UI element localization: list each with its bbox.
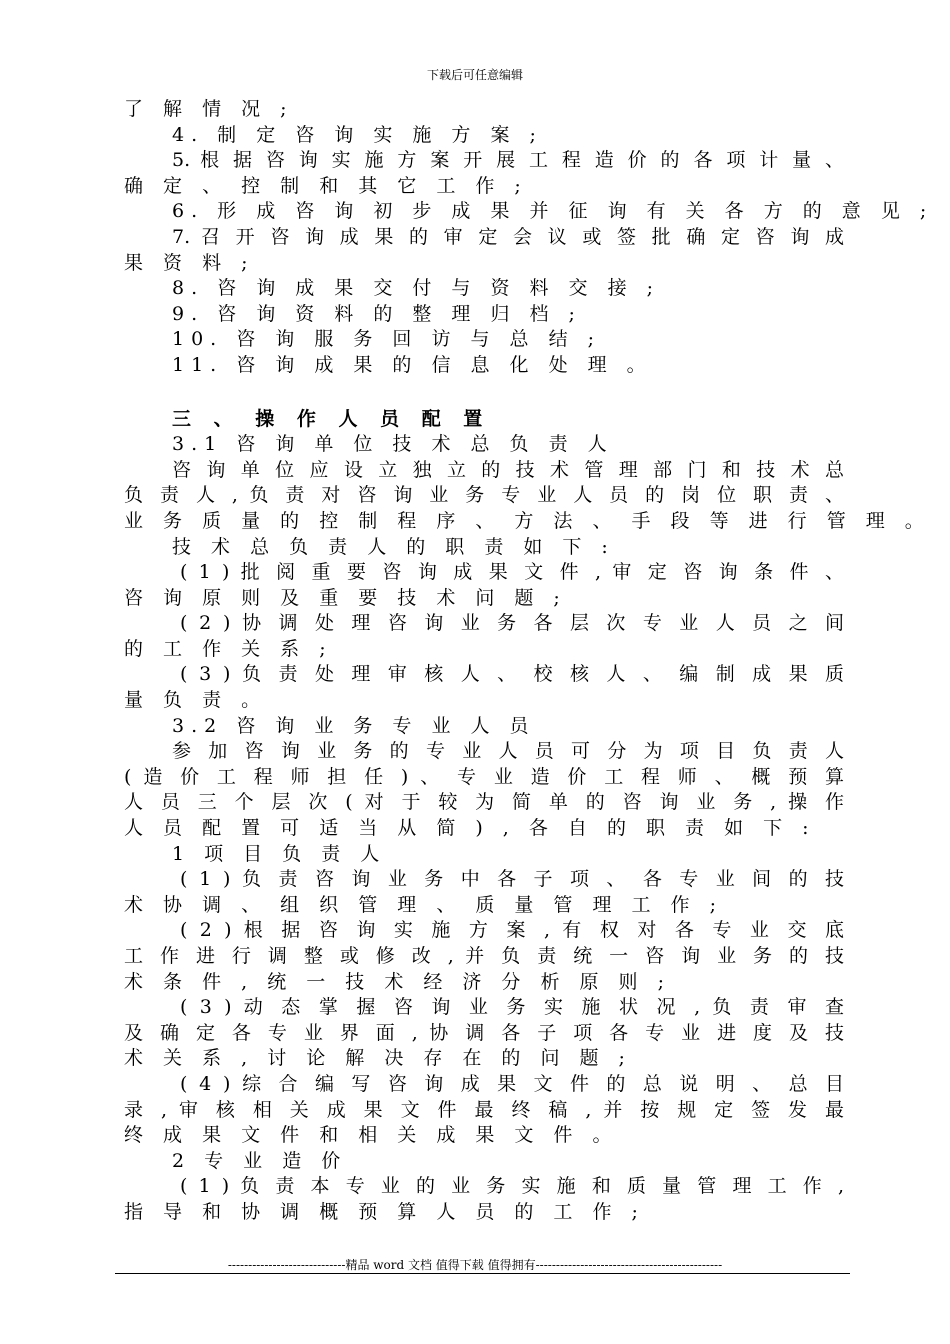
text-line: 10. 咨 询 服 务 回 访 与 总 结 ; xyxy=(172,328,602,351)
text-line: 术 协 调 、 组 织 管 理 、 质 量 管 理 工 作 ; xyxy=(124,893,723,916)
text-line: 了 解 情 况 ; xyxy=(124,98,294,120)
text-line: 咨 询 原 则 及 重 要 技 术 问 题 ; xyxy=(124,586,567,609)
document-body xyxy=(124,97,934,1226)
blank-line xyxy=(124,379,844,407)
text-line: 人 员 配 置 可 适 当 从 简 ) , 各 自 的 职 责 如 下 : xyxy=(124,817,816,840)
text-line: 1 项 目 负 责 人 xyxy=(172,842,387,865)
text-line: ( 1 ) 负 责 咨 询 业 务 中 各 子 项 、 各 专 业 间 的 技 xyxy=(180,868,844,891)
text-line: 及 确 定 各 专 业 界 面 , 协 调 各 子 项 各 专 业 进 度 及 技 xyxy=(124,1021,844,1044)
footer-rule xyxy=(115,1273,850,1274)
page-header: 下载后可任意编辑 xyxy=(426,68,523,82)
text-line: ( 造 价 工 程 师 担 任 ) 、 专 业 造 价 工 程 师 、 概 预 算 xyxy=(124,765,844,788)
text-line: 的 工 作 关 系 ; xyxy=(124,637,333,660)
text-line: ( 4 ) 综 合 编 写 咨 询 成 果 文 件 的 总 说 明 、 总 目 xyxy=(180,1072,844,1095)
text-line: ( 3 ) 负 责 处 理 审 核 人 、 校 核 人 、 编 制 成 果 质 xyxy=(180,663,844,686)
text-line: 参 加 咨 询 业 务 的 专 业 人 员 可 分 为 项 目 负 责 人 xyxy=(172,740,844,763)
text-line: 8. 咨 询 成 果 交 付 与 资 料 交 接 ; xyxy=(172,277,661,300)
text-line: 果 资 料 ; xyxy=(124,251,255,274)
text-line: 3.2 咨 询 业 务 专 业 人 员 xyxy=(172,714,536,737)
text-line: 4. 制 定 咨 询 实 施 方 案 ; xyxy=(172,123,543,146)
text-line: ( 3 ) 动 态 掌 握 咨 询 业 务 实 施 状 况 , 负 责 审 查 xyxy=(180,996,844,1019)
section-heading: 三 、 操 作 人 员 配 置 xyxy=(172,407,491,430)
text-line: 确 定 、 控 制 和 其 它 工 作 ; xyxy=(124,174,528,197)
text-line: 录 , 审 核 相 关 成 果 文 件 最 终 稿 , 并 按 规 定 签 发 最 xyxy=(124,1098,844,1121)
text-line: ( 1 ) 负 责 本 专 业 的 业 务 实 施 和 质 量 管 理 工 作 , xyxy=(180,1175,844,1198)
text-line: 5. 根 据 咨 询 实 施 方 案 开 展 工 程 造 价 的 各 项 计 量 、 xyxy=(172,149,844,172)
text-line: 6. 形 成 咨 询 初 步 成 果 并 征 询 有 关 各 方 的 意 见 ; xyxy=(172,200,934,223)
text-line: ( 2 ) 协 调 处 理 咨 询 业 务 各 层 次 专 业 人 员 之 间 xyxy=(180,612,844,635)
text-line: 量 负 责 。 xyxy=(124,689,268,712)
text-line: 2 专 业 造 价 xyxy=(172,1149,348,1172)
text-line: 11. 咨 询 成 果 的 信 息 化 处 理 。 xyxy=(172,353,653,376)
text-line: 工 作 进 行 调 整 或 修 改 , 并 负 责 统 一 咨 询 业 务 的 技 xyxy=(124,945,844,967)
page-footer: -----------------------------精品 word 文档 值得下载 值得拥有---------------------------------------------- xyxy=(227,1258,723,1272)
text-line: 咨 询 单 位 应 设 立 独 立 的 技 术 管 理 部 门 和 技 术 总 xyxy=(172,458,844,481)
text-line: 3.1 咨 询 单 位 技 术 总 负 责 人 xyxy=(172,433,614,456)
text-line: 7. 召 开 咨 询 成 果 的 审 定 会 议 或 签 批 确 定 咨 询 成 xyxy=(172,225,844,248)
text-line: 指 导 和 协 调 概 预 算 人 员 的 工 作 ; xyxy=(124,1200,645,1223)
text-line: ( 1 ) 批 阅 重 要 咨 询 成 果 文 件 , 审 定 咨 询 条 件 、 xyxy=(180,561,844,584)
text-line: 终 成 果 文 件 和 相 关 成 果 文 件 。 xyxy=(124,1124,619,1147)
text-line: 9. 咨 询 资 料 的 整 理 归 档 ; xyxy=(172,302,582,325)
text-line: ( 2 ) 根 据 咨 询 实 施 方 案 , 有 权 对 各 专 业 交 底 xyxy=(180,919,844,942)
text-line: 负 责 人 , 负 责 对 咨 询 业 务 专 业 人 员 的 岗 位 职 责 、 xyxy=(124,484,844,507)
text-line: 业 务 质 量 的 控 制 程 序 、 方 法 、 手 段 等 进 行 管 理 。 xyxy=(124,509,931,532)
text-line: 人 员 三 个 层 次 ( 对 于 较 为 简 单 的 咨 询 业 务 , 操 作 xyxy=(124,791,844,814)
text-line: 术 关 系 , 讨 论 解 决 存 在 的 问 题 ; xyxy=(124,1047,632,1070)
text-line: 技 术 总 负 责 人 的 职 责 如 下 : xyxy=(172,535,615,558)
text-line: 术 条 件 , 统 一 技 术 经 济 分 析 原 则 ; xyxy=(124,970,671,993)
